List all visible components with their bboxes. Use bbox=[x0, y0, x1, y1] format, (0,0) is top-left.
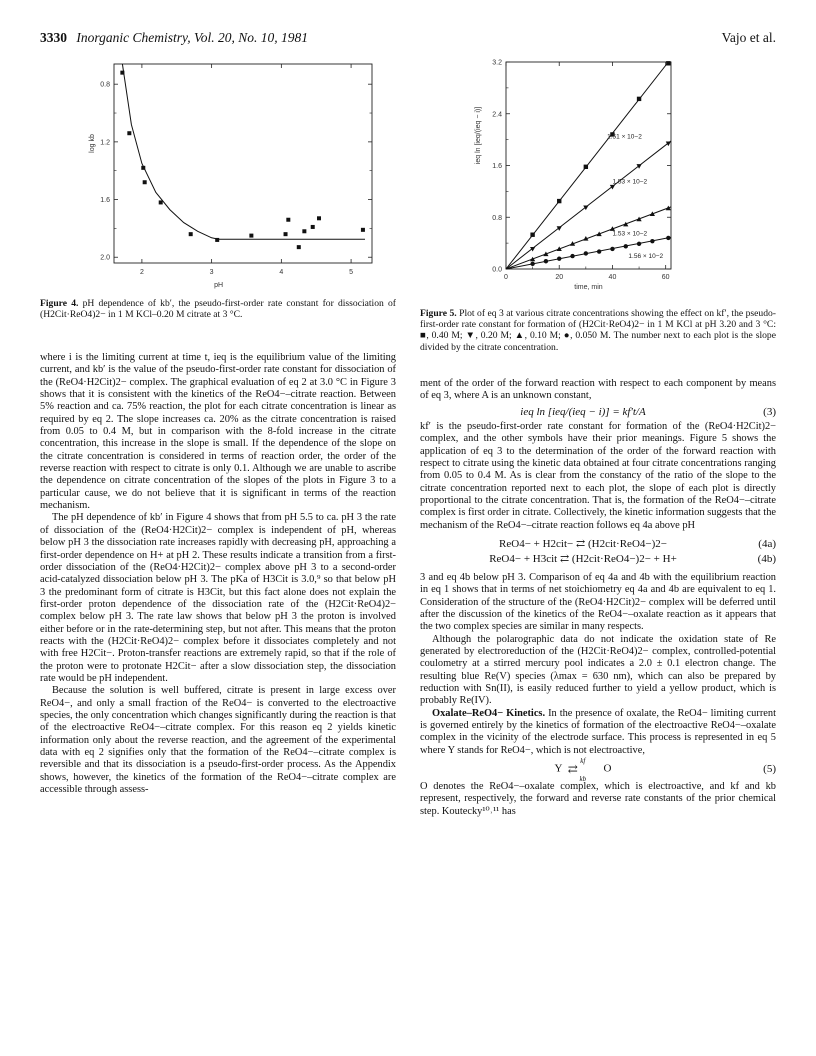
data-point bbox=[215, 238, 219, 242]
marker-square bbox=[530, 233, 534, 237]
running-header bbox=[40, 30, 776, 48]
marker-circle bbox=[650, 239, 654, 243]
paragraph: where i is the limiting current at time t, ieq is the equilibrium value of the limiting current, and kb′ is the value of the pseudo-first-order rate constant for dissociation of the (ReO4·H2Cit)2− complex. The graphical evaluation of eq 2 at 3.0 °C in Figure 3 shows that it is consistent with the kinetics of the ReO4−–citrate reaction. Between 5% reaction and ca. 75% reaction, the plot for each citrate concentration is linear as required by eq 2. The slope increases ca. 20% as the citrate concentration is raised from 0.05 to 0.4 M, but in comparison with the 8-fold increase in the citrate concentration, this increase in the slope is small. If the dependence of the slope on the citrate concentration is considered in terms of reaction order, the order of the reverse reaction with respect to citrate is only 0.1. Although we are unable to ascribe the dependence on citrate concentration of the slopes of the plots in Figure 3 to a particular cause, we do not believe that it is significant in terms of the reaction mechanism. bbox=[40, 352, 396, 512]
data-point bbox=[284, 232, 288, 236]
figure-5 bbox=[466, 56, 692, 306]
marker-circle bbox=[557, 256, 561, 260]
right-column bbox=[420, 378, 776, 818]
marker-circle bbox=[610, 247, 614, 251]
equation-3 bbox=[420, 406, 776, 418]
page-number: 3330 bbox=[40, 30, 67, 45]
figure-5-caption-label: Figure 5. bbox=[420, 308, 457, 319]
marker-circle bbox=[530, 262, 534, 266]
equation-body: ieq ln [ieq/(ieq − i)] = kf′t/A bbox=[520, 405, 646, 418]
y-tick-label: 3.2 bbox=[492, 59, 502, 67]
y-tick-label: 0.8 bbox=[492, 214, 502, 222]
eq5-left: Y bbox=[554, 762, 563, 775]
y-tick-label: 1.2 bbox=[100, 139, 110, 147]
marker-square bbox=[584, 165, 588, 169]
marker-circle bbox=[624, 244, 628, 248]
equation-4b bbox=[420, 553, 776, 565]
equation-number: (5) bbox=[763, 762, 776, 775]
data-point bbox=[127, 131, 131, 135]
figure-5-caption bbox=[420, 308, 776, 353]
figure-4-caption-label: Figure 4. bbox=[40, 298, 79, 309]
figure-4-caption-text: pH dependence of kb′, the pseudo-first-order rate constant for dissociation of (H2Cit·ReO4)2− in 1 M KCl–0.20 M citrate at 3 °C. bbox=[40, 298, 396, 321]
figure-4-plot bbox=[82, 58, 382, 298]
equation-number: (4a) bbox=[758, 538, 776, 551]
arrows-icon: ⇄ bbox=[567, 761, 578, 776]
x-axis-label: pH bbox=[214, 282, 224, 289]
x-tick-label: 3 bbox=[209, 269, 214, 276]
data-point bbox=[286, 218, 290, 222]
y-axis-label: log kb bbox=[89, 134, 96, 153]
x-tick-label: 60 bbox=[661, 274, 670, 281]
marker-triangle-up bbox=[623, 222, 628, 227]
running-authors: Vajo et al. bbox=[721, 30, 776, 45]
equilibrium-arrows bbox=[567, 756, 598, 783]
data-point bbox=[361, 228, 365, 232]
data-point bbox=[317, 216, 321, 220]
series-slope-label: 1.53 × 10−2 bbox=[612, 178, 648, 186]
marker-circle bbox=[597, 249, 601, 253]
x-axis-label: time, min bbox=[574, 284, 603, 291]
equation-number: (4b) bbox=[757, 553, 776, 566]
y-tick-label: 1.6 bbox=[100, 197, 110, 205]
section-heading: Oxalate–ReO4− Kinetics. bbox=[432, 707, 546, 719]
y-tick-label: 2.4 bbox=[492, 111, 502, 119]
marker-triangle-up bbox=[666, 206, 671, 211]
paragraph: ment of the order of the forward reaction with respect to each component by means of eq 3, where A is an unknown constant, bbox=[420, 378, 776, 402]
data-point bbox=[302, 229, 306, 233]
equation-body: ReO4− + H2cit− ⇄ (H2cit·ReO4−)2− bbox=[499, 538, 667, 551]
x-tick-label: 40 bbox=[608, 274, 617, 281]
marker-square bbox=[666, 61, 670, 65]
marker-circle bbox=[544, 259, 548, 263]
marker-triangle-up bbox=[530, 257, 535, 262]
figure-4-caption bbox=[40, 298, 396, 320]
marker-circle bbox=[666, 236, 670, 240]
x-tick-label: 0 bbox=[504, 274, 508, 281]
eq5-kb: kb bbox=[579, 774, 587, 783]
marker-circle bbox=[584, 251, 588, 255]
equation-body: ReO4− + H3cit ⇄ (H2cit·ReO4−)2− + H+ bbox=[489, 553, 677, 566]
y-tick-label: 1.6 bbox=[492, 163, 502, 170]
eq5-right: O bbox=[603, 762, 612, 775]
marker-square bbox=[637, 97, 641, 101]
eq5-kf: kf bbox=[580, 756, 586, 765]
data-point bbox=[189, 232, 193, 236]
y-tick-label: 0.0 bbox=[492, 266, 502, 274]
x-tick-label: 4 bbox=[279, 269, 284, 276]
paragraph: O denotes the ReO4−–oxalate complex, which is electroactive, and kf and kb represent, respectively, the forward and reverse rate constants of the prior chemical step. Koutecky¹⁰˒¹¹ has bbox=[420, 780, 776, 817]
paragraph: The pH dependence of kb′ in Figure 4 shows that from pH 5.5 to ca. pH 3 the rate of dissociation of the (ReO4·H2Cit)2− complex is independent of pH, whereas below pH 3 the dissociation rate increases rapidly with decreasing pH, approaching a first-order dependence on H+ at pH 2. These results indicate a transition from a first-order dissociation of the (ReO4·H2Cit)2− complex above pH 3 to a second-order acid-catalyzed dissociation below pH 3. The pKa of H3Cit is 3.0,⁹ so that below pH 3 the predominant form of citrate is H3Cit, but this fact alone does not explain the first-order proton dependence of the dissociation rate of the (H2Cit·ReO4)2− complex below pH 3. The rate law shows that below pH 3 the proton is involved either before or in the rate-determining step, but not after. This means that the proton reacts with the (H2Cit·ReO4)2− complex before it dissociates completely and not with free H2Cit−. Proton-transfer reactions are extremely rapid, so that if the role of the proton were to protonate H2Cit− after a slow dissociation step, the dissociation rate would be pH independent. bbox=[40, 512, 396, 684]
marker-triangle-down bbox=[636, 164, 641, 169]
paragraph: Although the polarographic data do not indicate the oxidation state of Re generated by electroreduction of the (H2Cit·ReO4)2− complex, controlled-potential coulometry at a stirred mercury pool indicates a 2.0 ± 0.1 electron change. The resulting blue Re(V) species (λmax = 630 nm), which can also be prepared by reduction with Sn(II), is easily reduced further to yield a yellow product, which is probably Re(IV). bbox=[420, 633, 776, 707]
data-point bbox=[141, 166, 145, 170]
data-point bbox=[311, 225, 315, 229]
equation-body bbox=[420, 756, 746, 783]
fit-curve bbox=[122, 64, 365, 239]
equation-5 bbox=[420, 756, 776, 783]
x-tick-label: 20 bbox=[555, 274, 564, 281]
left-column bbox=[40, 352, 396, 796]
paragraph: kf′ is the pseudo-first-order rate constant for formation of the (ReO4·H2Cit)2− complex, and the other symbols have their prior meanings. Figure 5 shows the application of eq 3 to the determination of the order of the forward reaction with respect to citrate using the kinetic data obtained at four citrate concentrations ranging from 0.05 to 0.4 M. As is clear from the constancy of the ratio of the slope to the citrate concentration reported next to each plot, the slope of each plot is directly proportional to the citrate concentration. That is, the formation of the ReO4−–citrate complex is first order in citrate. Collectively, the kinetic information suggests that the mechanism of the ReO4−–citrate reaction follows eq 4a above pH bbox=[420, 421, 776, 531]
marker-square bbox=[557, 199, 561, 203]
marker-circle bbox=[637, 242, 641, 246]
figure-4 bbox=[82, 58, 382, 298]
series-slope-label: 1.56 × 10−2 bbox=[628, 253, 664, 261]
marker-circle bbox=[570, 254, 574, 258]
equation-4a bbox=[420, 538, 776, 550]
figure-5-plot bbox=[466, 56, 692, 306]
series-slope-label: 1.53 × 10−2 bbox=[612, 230, 648, 238]
data-point bbox=[297, 245, 301, 249]
data-point bbox=[159, 200, 163, 204]
paragraph-text: In the presence of oxalate, the ReO4− limiting current is governed entirely by the kinetics of formation of the electroactive ReO4−–oxalate complex in the vicinity of the electrode surface. This process is represented in eq 5 where Y stands for ReO4−, which is not electroactive, bbox=[420, 707, 776, 756]
equation-number: (3) bbox=[763, 405, 776, 418]
y-tick-label: 2.0 bbox=[100, 254, 110, 262]
plot-frame bbox=[114, 64, 372, 263]
data-point bbox=[143, 180, 147, 184]
paragraph bbox=[420, 708, 776, 757]
y-axis-label: ieq ln [ieq/(ieq − i)] bbox=[475, 106, 482, 165]
paragraph: 3 and eq 4b below pH 3. Comparison of eq 4a and 4b with the equilibrium reaction in eq 1 shows that in terms of net stoichiometry eq 4a and 4b are equivalent to eq 1. Consideration of the structure of the (ReO4·H2Cit)2− complex will be deferred until after the discussion of the kinetics of the ReO4−–oxalate reaction as it appears that the two complex species are similar in many respects. bbox=[420, 571, 776, 633]
data-point bbox=[120, 71, 124, 75]
series-slope-label: 1.51 × 10−2 bbox=[607, 133, 642, 141]
paragraph: Because the solution is well buffered, citrate is present in large excess over ReO4−, and only a small fraction of the ReO4− is converted to the electroactive species, the only concentration which changes significantly during the reaction is that of the electroactive ReO4−–citrate complex. For this reason eq 2 yields kinetic information only about the reverse reaction, and the agreement of the experimental data with eq 2 signifies only that the formation of the ReO4−–citrate complex is reversible and that its dissociation is a pseudo-first-order process. As the Appendix shows, however, the kinetics of the formation of the ReO4−–citrate complex are accessible through assess- bbox=[40, 685, 396, 796]
figure-5-caption-text: Plot of eq 3 at various citrate concentrations showing the effect on kf′, the pseudo-first-order rate constant for formation of (H2Cit·ReO4)2− in 1 M KCl at pH 3.20 and 3 °C: ■, 0.40 M; ▼, 0.20 M; ▲, 0.10 M; ●, 0.050 M. The number next to each plot is the slope divided by the citrate concentration. bbox=[420, 308, 776, 353]
y-tick-label: 0.8 bbox=[100, 81, 110, 89]
series-line bbox=[506, 141, 671, 269]
x-tick-label: 5 bbox=[349, 269, 354, 276]
data-point bbox=[249, 234, 253, 238]
journal-citation: Inorganic Chemistry, Vol. 20, No. 10, 1981 bbox=[76, 30, 308, 45]
x-tick-label: 2 bbox=[139, 269, 144, 276]
marker-triangle-up bbox=[636, 217, 641, 222]
